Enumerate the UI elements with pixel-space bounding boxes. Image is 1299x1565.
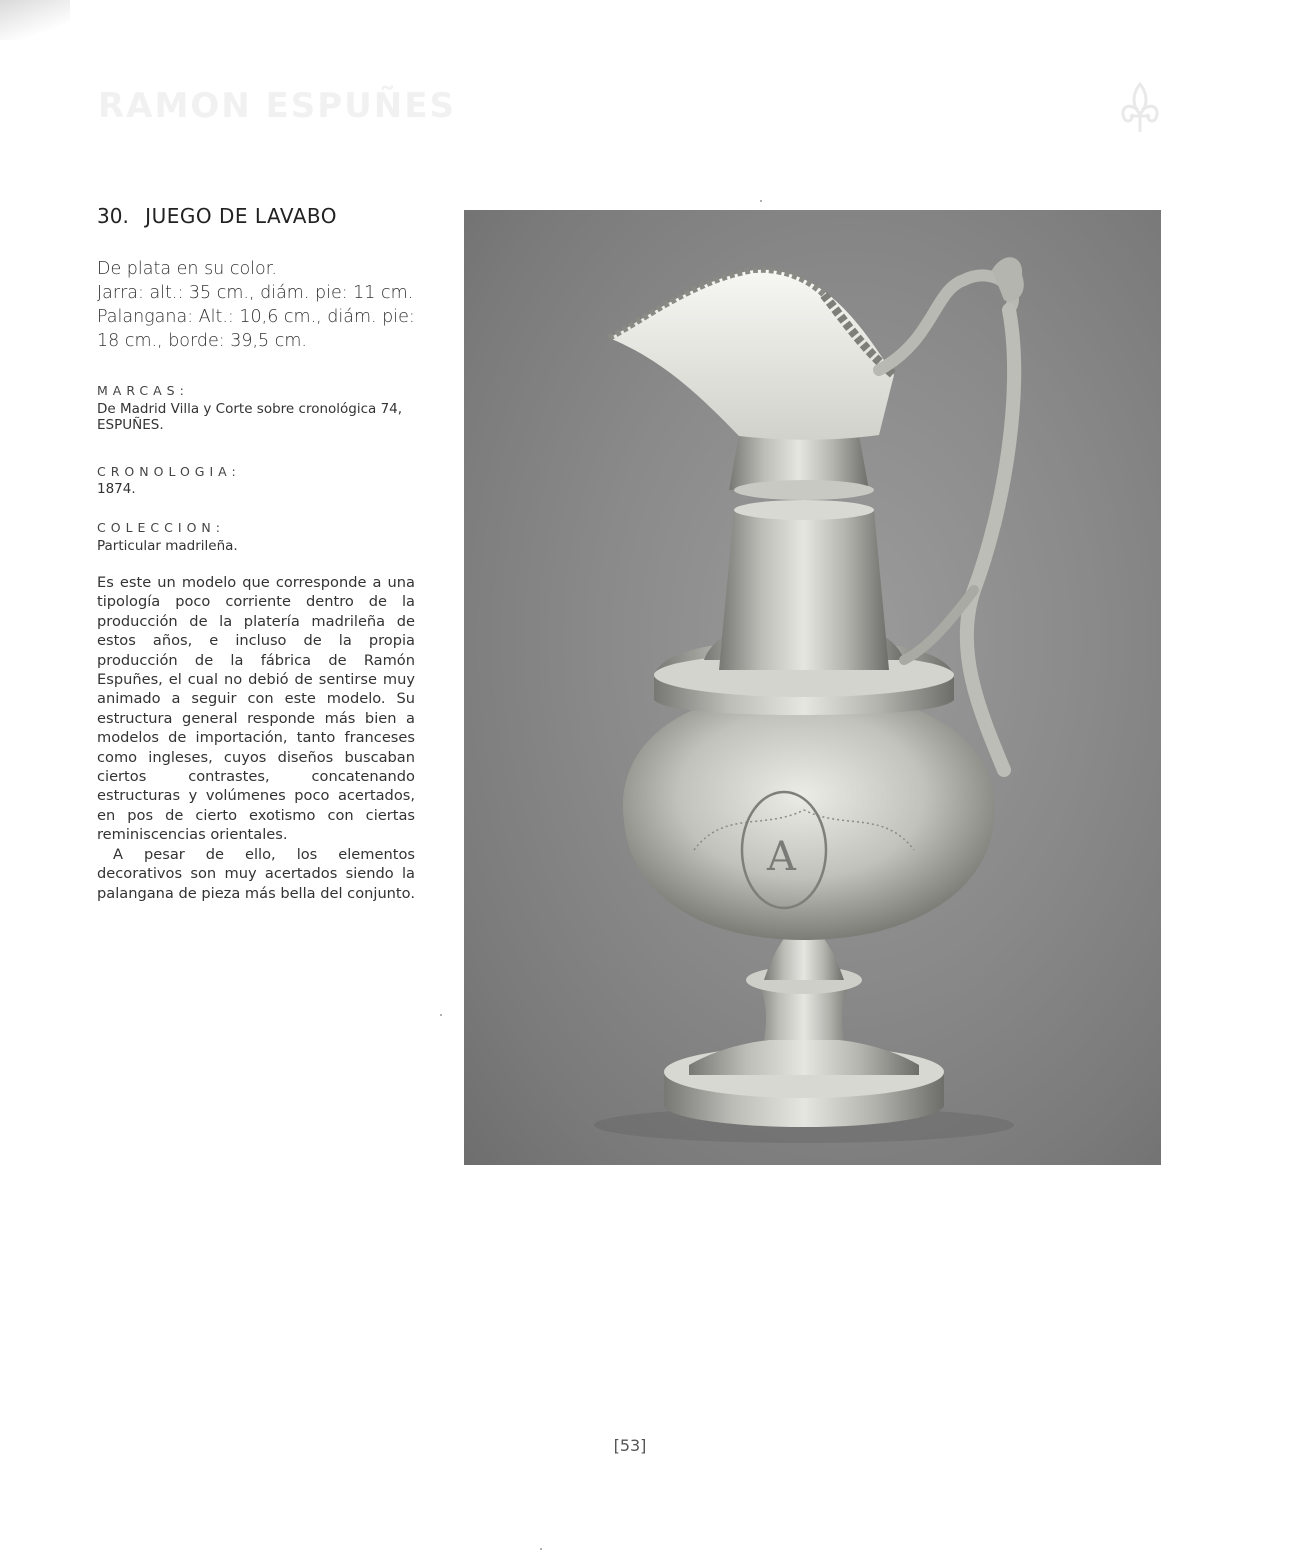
spec-line: De plata en su color. [97,259,277,279]
cronologia-label: CRONOLOGIA: [97,464,241,479]
marcas-label: MARCAS: [97,383,189,398]
entry-heading [97,204,337,228]
marcas-value: De Madrid Villa y Corte sobre cronológica 74, ESPUÑES. [97,401,403,433]
cronologia-value: 1874. [97,481,136,497]
spec-line: 18 cm., borde: 39,5 cm. [97,331,307,351]
scan-corner-shadow [0,0,70,40]
fleur-de-lis-icon [1118,80,1162,136]
coleccion-label: COLECCION: [97,520,225,535]
entry-number: 30. [97,204,129,228]
entry-specs [97,257,415,353]
spec-line: Jarra: alt.: 35 cm., diám. pie: 11 cm. [97,283,414,303]
svg-text:A: A [767,834,796,880]
description-paragraph: Es este un modelo que corresponde a una tipología poco corriente dentro de la producción de la platería madrileña de estos años, e incluso de la propia producción de la fábrica de Ramón Espuñes, el cual no debió de sentirse muy animado a seguir con este modelo. Su estructura general responde más bien a modelos de importación, tanto franceses como ingleses, cuyos diseños buscaban ciertos contrastes, concatenando estructuras y volúmenes poco acertados, en pos de cierto exotismo con ciertas reminiscencias orientales. [97,574,415,844]
scan-speck [440,1014,442,1016]
scan-speck [760,200,762,202]
spec-line: Palangana: Alt.: 10,6 cm., diám. pie: [97,307,415,327]
ewer-photograph [464,210,1161,1165]
description-paragraph: A pesar de ello, los elementos decorativos son muy acertados siendo la palangana de pieza más bella del conjunto. [97,845,415,902]
entry-description [97,573,415,903]
entry-title: JUEGO DE LAVABO [145,204,338,228]
scan-speck [540,1548,542,1550]
running-head: RAMON ESPUÑES [98,86,456,126]
silver-ewer-illustration [464,210,1161,1165]
coleccion-value: Particular madrileña. [97,538,238,554]
page-number: [53] [613,1436,647,1455]
